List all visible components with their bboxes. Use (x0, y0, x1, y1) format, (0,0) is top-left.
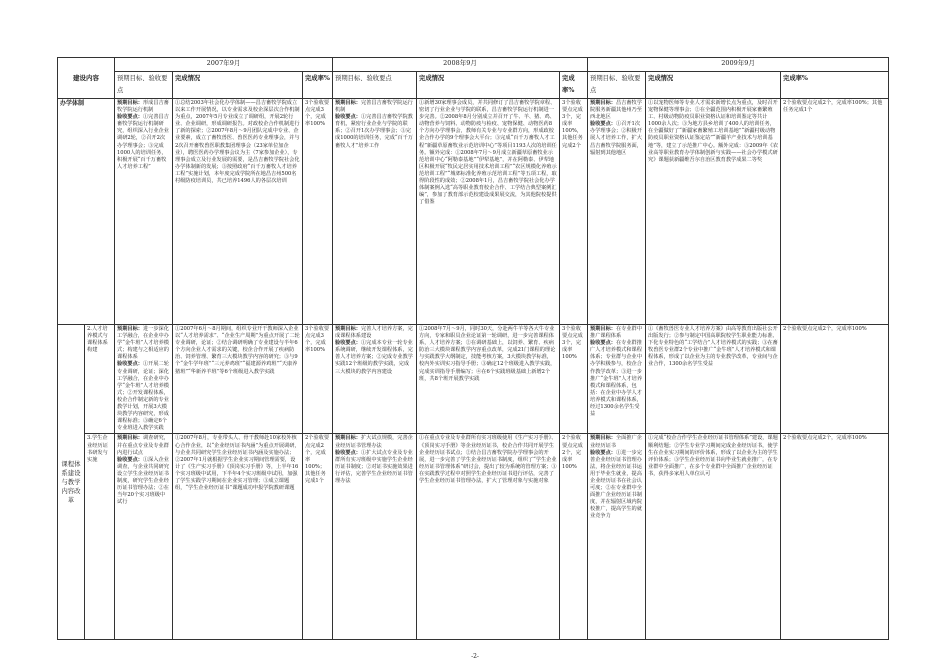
goal-label: 预期目标： (335, 326, 361, 332)
check-label: 验收要点： (117, 114, 143, 121)
row-name: 3.学生企业经历证书研发与实施 (85, 434, 115, 640)
goal-label: 预期目标： (117, 100, 143, 106)
check-label: 验收要点： (335, 114, 361, 121)
done-cell: ①总结2003年社会化办学体制——昌吉畜牧学院成立以来工作开展情况，以专业需求及校企深层次合作机制为重点，2007年5月专业成立了调研组，开展2轮行业、企业调研，形成调研报告。对政校企合作机制进行了新的探索；②2007年8月～9月团队完成中专业、企业要素，成立了畜牧兽医、兽医医药专业理事会，并与2次召开畜牧兽医职教集团理事会（23家单位加企业），聘医医药办学理事会议为主（7家参加企业），专理事会成立及行业发展的需要，是昌吉畜牧学院社会化办学体制新的发展；③按照政府“百千万畜牧人才培养工程”实施计划，本年度完成学院所在地昌吉州500名村级防疫培训员，共已培养1496人的各层次培训 (173, 99, 303, 325)
goal-text: 完善昌吉畜牧学院运行机制 (335, 100, 413, 114)
rate-cell: 2个验收要点完成2个，完成率100% (781, 325, 889, 434)
goal-label: 预期目标： (335, 435, 361, 442)
goal-cell (333, 434, 417, 640)
progress-table (57, 57, 889, 640)
year-2008-header: 2008年9月 (333, 58, 588, 72)
done-cell: ①以宠物医师等专业人才需求新增长点为重点，及时召开宠物保健等理事会；②在全疆范围内积极开展家畜繁殖工、村级动物防疫员职业资格认证和培训鉴定等共计1000余人次；③为地方县乡培训了400人的培训任务，在全疆做好了“新疆家畜繁殖工培训基地”“新疆村级动物防疫员职业资格认证鉴定站”“新疆羊产业技术与培训基地”等，建立了示范推广中心。额外完成：③2009年《农业高等职业教育办学体制创新与实践——社会办学模式研究》课题获新疆维吾尔自治区教育教学成果二等奖 (646, 99, 781, 325)
check-label: 验收要点： (117, 361, 143, 368)
done-cell: ①2007年8月，专业带头人、骨干教师赴10家校外核心合作企业，以“企业经历证书内涵”为重点开展调研，与企业共同研究学生企业经历证书内涵及实施办法；②2007年1月就根据学生企业实习期间管理需要，设计了《生产实习手册》《顶岗实习手册》等，上半年16个实习班级中试用，下半年4个实习班级中试用，加强了学生实践学习期间在企业实习管理；③成立课题组，“学生企业经历证书”课题成功申报学院教研课题 (173, 434, 303, 640)
done-cell: ①2008年7月～9月，同时30天，分赴两牛羊等各大牛专业方向，专家和职员企业论证第一轮调研，进一步完善课程体系，人才培养方案；②在调研基础上，以饲养、繁育、疾病防治三大模块课程教学内容重点改革，完成21门课程的理论与实践教学大纲制定，技能考核方案，3大模块教学标准，校内外实训实习指导手册；③确定12个班级进入教学实践，完成实训指导手册编写；④在6个实践班级基础上新增2个班，共8个班开展教学实践 (417, 325, 560, 434)
goal-text: 在专业群中推广课程体系 (590, 326, 642, 340)
goal-text: 调查研究，并在重点专业及专业群内进行试点 (117, 435, 169, 456)
content-header: 建设内容 (58, 58, 115, 99)
check-text: ①召开1次办学理事会；②积极开展人才培养工作，扩大昌吉畜牧学院服务面，辐射到其他地区 (590, 121, 642, 156)
goal-text: 扩大试点规模，完善企业经历证书管理办法 (335, 435, 413, 449)
table-row (58, 325, 889, 434)
rate-header-2009: 完成率% (781, 72, 889, 99)
check-text: 在专业群推广人才培养模式和课程体系；专业群与企业中办学积极参与，校企合作教学改革；③进一步推广“金牛班”人才培养模式和课程体系，包括：在企业中办学人才培养模式和课程体系，经过1300余名学生受益 (590, 340, 643, 418)
goal-label: 预期目标： (590, 326, 616, 332)
goal-cell (333, 99, 417, 325)
goal-cell (115, 99, 173, 325)
rate-cell: 3个验收要点完成3个，完成率100% (560, 325, 588, 434)
rate-cell: 2个验收要点完成2个，完成率100%；其他任务完成1个 (781, 99, 889, 325)
check-text: ①扩大试点专业及专业群所有实习班级中实施学生企业经历证书制度；②对证书实施效果进行评估，完善学生企业经历证书管理办法 (335, 449, 413, 484)
rate-cell: 3个验收要点完成3个，完成率100% (303, 325, 333, 434)
goal-header-2009: 预期目标、验收要点 (588, 72, 646, 99)
goal-cell (588, 434, 646, 640)
check-text: ①深入企业调查，与企业共同研究设立学生企业经历证书制度，研究学生企业经历证书管理办法；②在当年20个实习班级中试行 (117, 456, 169, 506)
goal-text: 昌吉畜牧学院服务新疆其他州乃至西北地区 (590, 100, 642, 121)
goal-text: 全面推广企业经历证书 (590, 435, 642, 449)
goal-header-2008: 预期目标、验收要点 (333, 72, 417, 99)
rate-cell: 3个验收要点完成3个，完成率100% (303, 99, 333, 325)
goal-label: 预期目标： (590, 100, 616, 106)
done-cell: ①完成“校企合作学生企业经历证书管理体系”建设，课题顺利结题；②学生专业学习期间完成企业经历证书，使学生在企业实习期间的评价体系，形成了以企业为主的学生评价体系；③学生企业经历证书向毕业生就业推广，在专业群中全面推广，在多个专业群中全面推广企业经历证书，获得多家用人单位认可 (646, 434, 781, 640)
goal-cell (588, 99, 646, 325)
goal-cell (333, 325, 417, 434)
year-2009-header: 2009年9月 (588, 58, 889, 72)
goal-text: 完善人才培养方案，完成课程体系建设 (335, 326, 413, 340)
page-number: -2- (471, 653, 479, 660)
goal-text: 形成昌吉畜牧学院运行机制 (117, 100, 169, 114)
table-row (58, 99, 889, 325)
done-cell: ①新增30家理事会成员，并共同修订了昌吉畜牧学院章程、密切了行业企业与学院的联系，昌吉畜牧学院运行机制进一步完善。②2008年8月分别成立并召开了牛、羊、猪、鸡、动物营养与饲料、动物防疫与检疫、宠物保健、动物医药8个方向办学理事会，教师有关专业与专业群方向，形成政校企合作办学的9个理事会大平台；③完成“百千万畜牧人才工程”新疆草原畜牧业示范培训中心”等项目1193人次的培训任务。额外完成：①2008年7月～9月成立新疆草原畜牧业示范培训中心“阿勒泰基地”“伊犁基地”，并在阿勒泰、伊犁地区积极开展“牧民定居实用技术培训工程”“农区规模化养殖示范培训工程”“城郊标准化养殖示范培训工程”等五项工程，取得阶段性的成效；②2008年1月，昌吉畜牧学院社会化办学体制案例入选“高等职业教育校企合作、工学结合典型案例汇编”，参加了教育部示范校建设成果展交流，为其他院校提供了借鉴 (417, 99, 560, 325)
done-header-2007: 完成情况 (173, 72, 303, 99)
goal-cell (115, 434, 173, 640)
check-label: 验收要点： (335, 449, 361, 456)
year-2007-header: 2007年9月 (115, 58, 333, 72)
check-label: 验收要点： (590, 340, 616, 347)
goal-label: 预期目标： (590, 435, 616, 442)
goal-label: 预期目标： (117, 435, 143, 442)
done-header-2009: 完成情况 (646, 72, 781, 99)
check-label: 验收要点： (590, 449, 616, 456)
check-text: ①完善昌吉畜牧学院教育机，紧密行业企业与学院的联系；②召开1次办学理事会；③完成1000的培训任务，完成“百千万畜牧人才”培养工作 (335, 114, 414, 149)
rate-cell: 3个验收要点完成3个，完成率100%，其他任务完成2个 (560, 99, 588, 325)
check-label: 验收要点： (117, 456, 143, 463)
done-cell: ①2007年6月～8月期间，组织专业开干教师深入企业以“人才培养需求”、“企业生产周期”为重点开展了二轮专业调研，论证；②结合调研明确了专业建设与半年6个方向企业人才需求的关键，校企合作开展了疾病防治、饲养管理、繁育三大模块教学内容的研究；③与9个“金牛学年班”“三元养鸡班”“福建源养鸡班”“天康养猪班”“华新养羊班”等6个班级进入教学实践 (173, 325, 303, 434)
check-text: ①完成本专业一轮专业系统调研，继续开发课程体系，完善人才培养方案；②完成专业教学实践12个班级的教学实践，完成三大模块的教学内容建设 (335, 340, 413, 375)
section-title: 课程体系建设与教学内容改革 (58, 325, 85, 640)
rate-cell: 2个验收要点完成2个，完成率100% (781, 434, 889, 640)
goal-label: 预期目标： (335, 100, 361, 106)
done-cell: ①在重点专业及专业群所有实习班级使用《生产实习手册》、《顶岗实习手册》等企业经历证书，校企合作共同开展学生企业经历证书试点；②结合昌吉畜牧学院办学理事会的开展，进一步完善了学生企业经历证书制度，组织了“学生企业经历证书管理体系”研讨会，提出了较为系统的管理方案；③在实践教学过程中对照学生企业经历证书进行评估，完善了学生企业经历证书管理办法，扩大了管理对象与实施对象 (417, 434, 560, 640)
goal-text: 进一步深化工学融合，在企业中办学“金牛班”人才培养模式；构建与之相适应的课程体系 (117, 326, 169, 361)
rate-cell: 2个验收要点完成2个，完成率100% (560, 434, 588, 640)
goal-label: 预期目标： (117, 326, 143, 332)
rate-cell: 2个验收要点完成2个，完成率100%；其他任务完成1个 (303, 434, 333, 640)
rate-header-2008: 完成率% (560, 72, 588, 99)
done-cell: ①《畜牧兽医专业人才培养方案》由高等教育出版社公开出版发行；②参与制定中国高职院校学生职业能力标准、下化专业特色的“工学结合”人才培养模式的实践；③在畜牧兽医专业群2个专业中推广“金牛班”人才培养模式和课程体系，形成了以企业为主的专业教学改革，专业间与企业合作，1300余名学生受益 (646, 325, 781, 434)
goal-cell (115, 325, 173, 434)
goal-cell (588, 325, 646, 434)
check-text: ①完善昌吉畜牧学院运行机制研究，组织深入行业企业调研2轮，②召开2次办学理事会；③完成1000人的培训任务，积极开展“百千万畜牧人才培养工程” (117, 114, 169, 170)
row-name: 2.人才培养模式与课程体系构建 (85, 325, 115, 434)
rate-header-2007: 完成率% (303, 72, 333, 99)
table-row (58, 434, 889, 640)
done-header-2008: 完成情况 (417, 72, 560, 99)
row-name: 办学体制 (58, 99, 115, 325)
goal-header-2007: 预期目标、验收要点 (115, 72, 173, 99)
check-label: 验收要点： (335, 340, 361, 347)
check-text: ①进一步完善企业经历证书管理办法，将企业经历证书运用于毕业生就业，提高企业经历证书在社会认可度；②在专业群中全面推广企业经历证书制度，并在辐射区域内院校推广，提高学生的就业竞争力 (590, 449, 642, 520)
check-text: ①开展二轮专业调研，论证；深化工学融合，在企业中办学“金牛班”人才培养模式；②开发课程体系，校企合作制定新的专业教学计划，开展3大模块教学内容研究，形成课程标准；③确定6个专业班进入教学实践 (117, 361, 169, 432)
check-label: 验收要点： (590, 121, 616, 128)
